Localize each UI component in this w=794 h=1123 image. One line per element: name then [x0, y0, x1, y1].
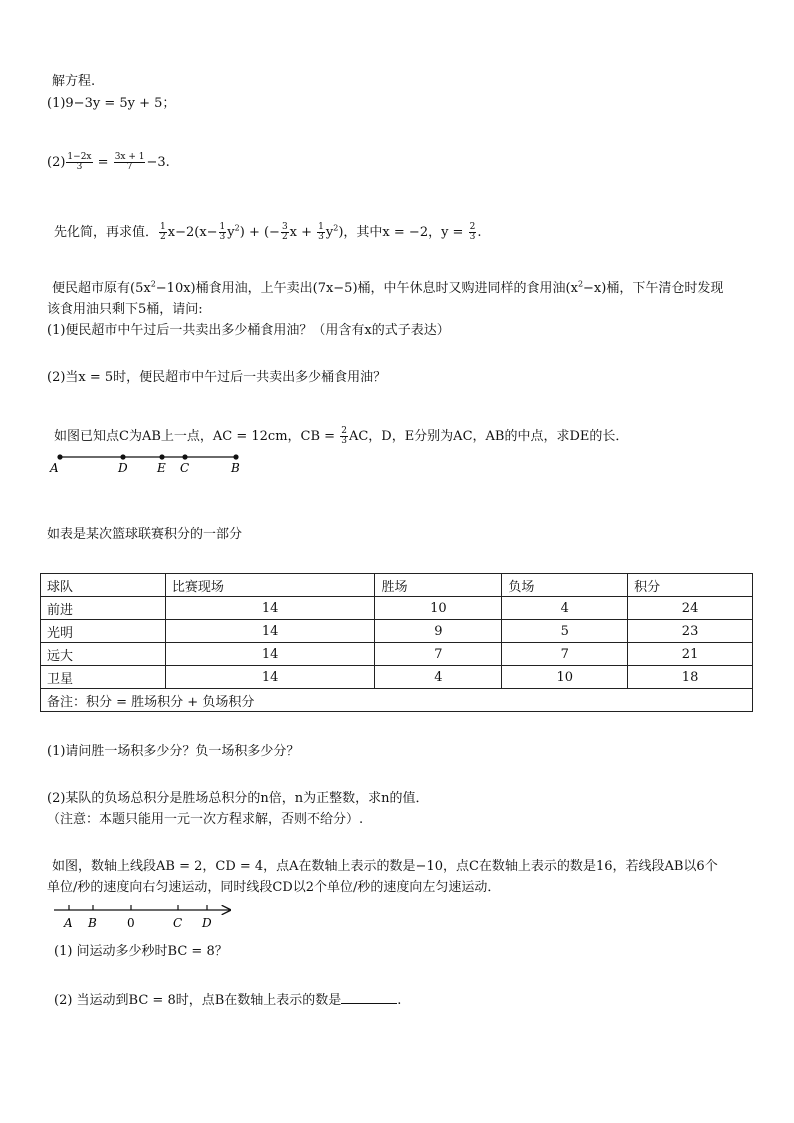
q1-part2 [47, 153, 170, 172]
q1-fraction-1: $\frac{1-2x}{3}$ [67, 152, 92, 172]
header-losses: 负场 [502, 574, 628, 597]
point-c [182, 454, 187, 459]
q5-note: （注意：本题只能用一元一次方程求解，否则不给分）. [47, 812, 364, 827]
q3-line-1: 便民超市原有$(5x^2-10x)$桶食用油，上午卖出(7x−5)桶，中午休息时又购进同样的食用油$(x^2-x)$桶，下午清仓时发现 [52, 279, 724, 296]
q1-part2-prefix: (2) [47, 155, 66, 170]
point-b [233, 454, 238, 459]
label-c: C [180, 461, 190, 475]
axis-label-origin: 0 [127, 916, 135, 930]
q2-frac-1: $\frac{1}{2}$ [160, 222, 166, 242]
q2-frac-5: $\frac{2}{3}$ [469, 222, 476, 242]
q6-sub-2: (2) 当运动到BC = 8时，点B在数轴上表示的数是 . [54, 993, 402, 1008]
table-note-row [41, 689, 753, 712]
q1-part2-suffix: −3. [146, 155, 170, 170]
point-d [120, 454, 125, 459]
header-team: 球队 [41, 574, 166, 597]
q6-line-2: 单位/秒的速度向右匀速运动，同时线段CD以2个单位/秒的速度向左匀速运动． [47, 880, 501, 895]
label-b: B [231, 461, 240, 475]
q6-sub-1: (1) 问运动多少秒时BC = 8？ [54, 944, 228, 959]
point-e [159, 454, 164, 459]
header-points: 积分 [628, 574, 753, 597]
q5-sub-2: (2)某队的负场总积分是胜场总积分的n倍，n为正整数，求n的值． [47, 791, 429, 806]
number-line [48, 898, 238, 932]
q1-title: 解方程. [52, 74, 96, 89]
table-header-row [41, 574, 753, 597]
q4-fraction: $\frac{2}{3}$ [341, 426, 347, 446]
table-row: 光明 14 9 5 23 [41, 620, 753, 643]
q3-sub-1: (1)便民超市中午过后一共卖出多少桶食用油？（用含有x的式子表达） [47, 323, 450, 338]
q1-fraction-2: $\frac{3x + 1}{7}$ [114, 152, 145, 172]
table-note: 备注：积分 = 胜场积分 + 负场积分 [41, 689, 753, 712]
q2-frac-2: $\frac{1}{3}$ [219, 222, 226, 242]
q2-frac-4: $\frac{1}{3}$ [318, 222, 324, 242]
q2-prefix: 先化简，再求值． [54, 225, 159, 240]
q5-sub-1: (1)请问胜一场积多少分？负一场积多少分？ [47, 744, 300, 759]
axis-label-d: D [202, 916, 212, 930]
table-row: 前进 14 10 4 24 [41, 597, 753, 620]
q2-frac-3: $\frac{3}{2}$ [281, 222, 288, 242]
q1-equals: = [97, 155, 109, 170]
axis-label-c: C [173, 916, 183, 930]
table-row: 远大 14 7 7 21 [41, 643, 753, 666]
q1-part1: (1)9−3y = 5y + 5； [47, 96, 176, 111]
label-d: D [118, 461, 128, 475]
q2-expression: 先化简，再求值． $\frac{1}{2}$ x−2(x− $\frac{1}{3}$ $y^2$) + (− $\frac{3}{2}$ x + $\frac{1}{3}$ $y^2$)，其中x = −2，y = $\frac{2}{3}$ . [54, 222, 482, 242]
axis-label-b: B [88, 916, 97, 930]
score-table [40, 573, 753, 712]
point-a [57, 454, 62, 459]
q6-line-1: 如图，数轴上线段AB = 2，CD = 4，点A在数轴上表示的数是−10，点C在数轴上表示的数是16，若线段AB以6个 [52, 859, 718, 874]
answer-blank[interactable] [341, 991, 397, 1004]
axis-label-a: A [64, 916, 73, 930]
header-games: 比赛现场 [165, 574, 375, 597]
table-row: 卫星 14 4 10 18 [41, 666, 753, 689]
q3-line-2: 该食用油只剩下5桶，请问: [47, 302, 203, 317]
header-wins: 胜场 [375, 574, 502, 597]
label-e: E [157, 461, 166, 475]
q4-text: 如图已知点C为AB上一点，AC = 12cm，CB = $\frac{2}{3}$ AC，D，E分别为AC，AB的中点，求DE的长． [54, 426, 629, 446]
q3-sub-2: (2)当x = 5时，便民超市中午过后一共卖出多少桶食用油？ [47, 370, 387, 385]
label-a: A [50, 461, 59, 475]
segment-diagram [44, 448, 254, 478]
q5-intro: 如表是某次篮球联赛积分的一部分 [47, 527, 243, 542]
